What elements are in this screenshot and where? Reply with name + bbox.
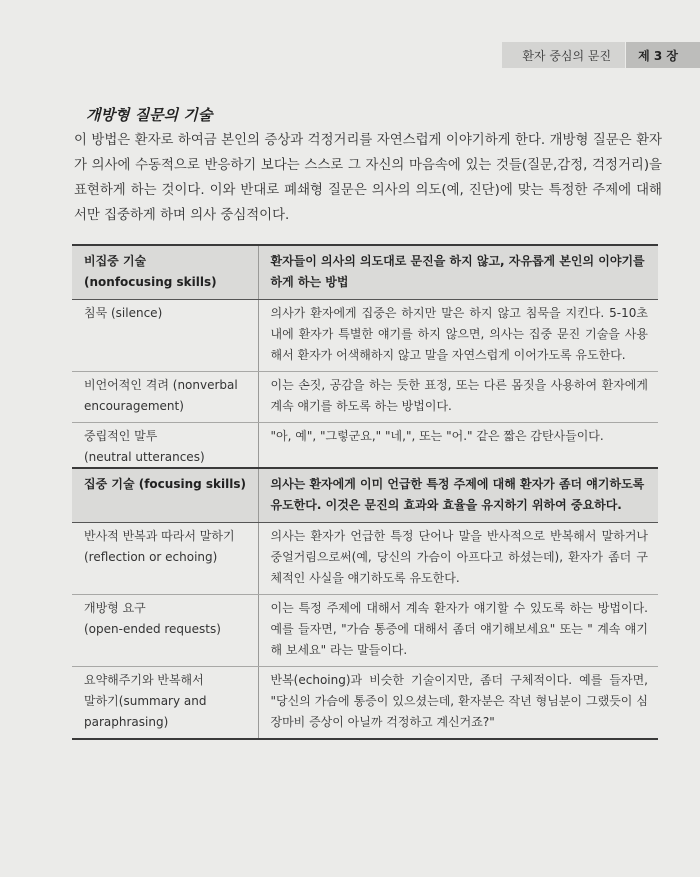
running-header-chapter: 제 3 장 <box>626 42 700 68</box>
desc-cell: "아, 예", "그렇군요," "네,", 또는 "어." 같은 짧은 감탄사들이다. <box>258 423 658 475</box>
term-cell <box>72 300 258 372</box>
intro-paragraph: 이 방법은 환자로 하여금 본인의 증상과 걱정거리를 자연스럽게 이야기하게 한다. 개방형 질문은 환자가 의사에 수동적으로 반응하기 보다는 스스로 그 자신의 마음속에 있는 것들(질문,감정, 걱정거리)을 표현하게 하는 것이다. 이와 반대로 폐쇄형 질문은 의사의 의도(예, 진단)에 맞는 특정한 주제에 대해서만 집중하게 하며 의사 중심적이다. <box>74 133 662 223</box>
term-ko: 중립적인 말투 <box>84 429 158 443</box>
header-term-ko: 집중 기술 (focusing skills) <box>84 477 246 491</box>
desc-cell: 의사가 환자에게 집중은 하지만 말은 하지 않고 침묵을 지킨다. 5-10초내에 환자가 특별한 얘기를 하지 않으면, 의사는 집중 문진 기술을 사용해서 환자가 어색해하지 않고 말을 자연스럽게 이어가도록 유도한다. <box>258 300 658 372</box>
table-row <box>72 300 658 372</box>
header-term-cell <box>72 468 258 523</box>
header-desc-cell: 환자들이 의사의 의도대로 문진을 하지 않고, 자유롭게 본인의 이야기를 하게 하는 방법 <box>258 245 658 300</box>
term-cell <box>72 523 258 595</box>
running-header <box>502 42 700 68</box>
header-desc-cell: 의사는 환자에게 이미 언급한 특정 주제에 대해 환자가 좀더 얘기하도록 유도한다. 이것은 문진의 효과와 효율을 유지하기 위하여 중요하다. <box>258 468 658 523</box>
term-ko: 침묵 (silence) <box>84 306 163 320</box>
term-ko: 개방형 요구 <box>84 601 146 615</box>
term-en: encouragement) <box>84 399 184 413</box>
term-en: (reflection or echoing) <box>84 550 218 564</box>
running-header-section: 환자 중심의 문진 <box>502 42 626 68</box>
nonfocusing-skills-table <box>72 244 658 475</box>
term-cell <box>72 372 258 423</box>
desc-cell: 의사는 환자가 언급한 특정 단어나 말을 반사적으로 반복해서 말하거나 중얼거림으로써(예, 당신의 가슴이 아프다고 하셨는데), 환자가 좀더 구체적인 사실을 얘기하도록 유도한다. <box>258 523 658 595</box>
table-row <box>72 667 658 740</box>
table-header-row <box>72 468 658 523</box>
desc-cell: 이는 특정 주제에 대해서 계속 환자가 얘기할 수 있도록 하는 방법이다. 예를 들자면, "가슴 통증에 대해서 좀더 얘기해보세요" 또는 " 계속 얘기해 보세요" 라는 말들이다. <box>258 595 658 667</box>
term-ko: 비언어적인 격려 (nonverbal <box>84 378 238 392</box>
term-cell <box>72 595 258 667</box>
focusing-skills-table <box>72 467 658 740</box>
term-ko: 반사적 반복과 따라서 말하기 <box>84 529 235 543</box>
table-header-row <box>72 245 658 300</box>
section-heading: 개방형 질문의 기술 <box>86 106 213 124</box>
term-en: (neutral utterances) <box>84 450 205 464</box>
table-row <box>72 595 658 667</box>
header-term-ko: 비집중 기술 <box>84 254 147 268</box>
desc-cell: 반복(echoing)과 비슷한 기술이지만, 좀더 구체적이다. 예를 들자면, "당신의 가슴에 통증이 있으셨는데, 환자분은 작년 형님분이 그랬듯이 심장마비 증상이 아닐까 걱정하고 계신거죠?" <box>258 667 658 740</box>
header-term-cell <box>72 245 258 300</box>
term-en: 말하기(summary and paraphrasing) <box>84 694 207 729</box>
table-row <box>72 372 658 423</box>
term-ko: 요약해주기와 반복해서 <box>84 673 204 687</box>
term-en: (open-ended requests) <box>84 622 221 636</box>
header-term-en: (nonfocusing skills) <box>84 275 217 289</box>
term-cell <box>72 667 258 740</box>
table-row <box>72 523 658 595</box>
desc-cell: 이는 손짓, 공감을 하는 듯한 표정, 또는 다른 몸짓을 사용하여 환자에게 계속 얘기를 하도록 하는 방법이다. <box>258 372 658 423</box>
